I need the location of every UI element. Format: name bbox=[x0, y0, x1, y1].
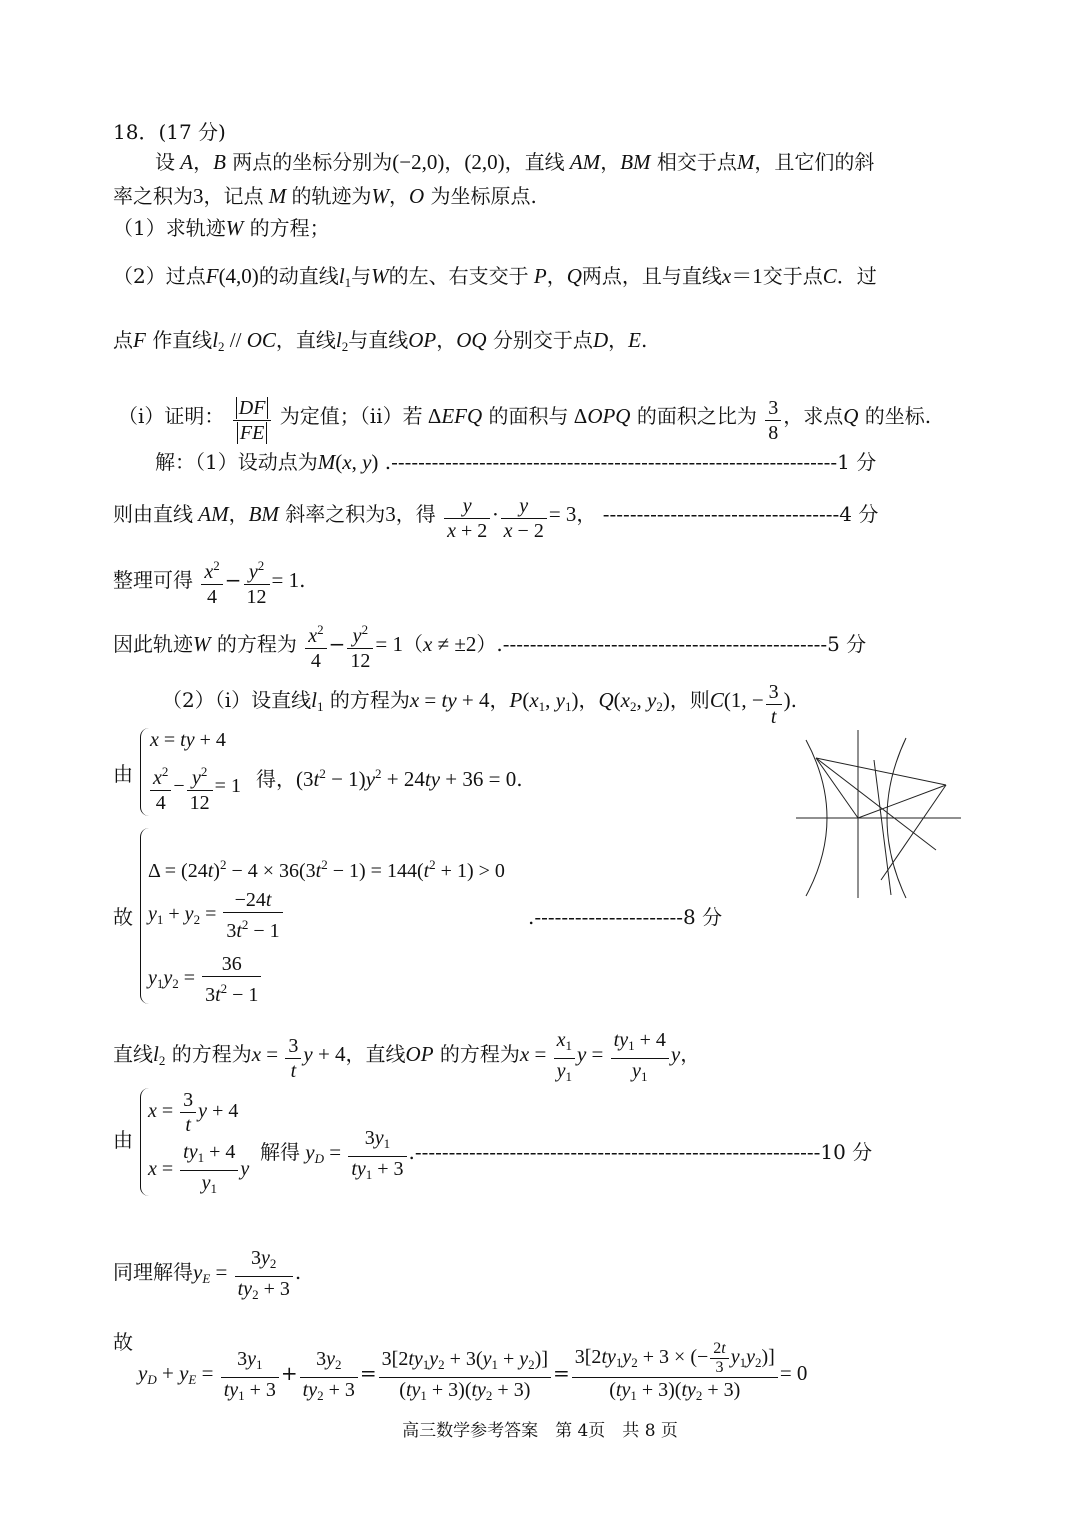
solution-step-7-dash: .----------------------8 分 bbox=[528, 905, 723, 929]
solution-step-8: 直线$l_2$ 的方程为x = $\frac{3}{t}$ y + 4，直线OP 的方程为x = $\frac{x_1}{y_1}$ y = $\frac{ty_1 + 4}{y_1}$ y， bbox=[113, 1029, 701, 1084]
line-l1 bbox=[816, 758, 936, 850]
question-1: （1）求轨迹W 的方程； bbox=[113, 216, 330, 240]
system-1-eq2: $\frac{x^2}{4}$ − $\frac{y^2}{12}$ = 1 bbox=[148, 760, 241, 815]
solution-step-11-label: 故 bbox=[113, 1330, 133, 1354]
solution-step-1: 解：（1）设动点为M(x, y) .------------------------------------------------------------------1 分 bbox=[155, 450, 877, 474]
system-1-result: 得，$(3t^2 - 1)y^2 + 24ty + 36 = 0$. bbox=[256, 766, 523, 791]
solution-step-3: 整理可得 $\frac{x^2}{4}$ − $\frac{y^2}{12}$ = 1. bbox=[113, 554, 305, 609]
problem-stem-line1: 设 A，B 两点的坐标分别为(−2,0)，(2,0)，直线 AM，BM 相交于点M，且它们的斜 bbox=[155, 150, 875, 174]
problem-number: 18．(17 分) bbox=[113, 120, 226, 144]
solution-step-4: 因此轨迹W 的方程为 $\frac{x^2}{4}$ − $\frac{y^2}{12}$ = 1（x ≠ ±2）.------------------------------------------------5 分 bbox=[113, 618, 866, 673]
solution-step-9: 解得 $y_D$ = $\frac{3y_1}{ty_1 + 3}$ .------------------------------------------------------------10 分 bbox=[260, 1127, 873, 1182]
hyperbola-diagram bbox=[796, 730, 966, 900]
system-2-label: 故 bbox=[113, 905, 133, 929]
solution-step-5: （2）（i）设直线$l_1$ 的方程为x = ty + 4，$P(x_1$, $y_1$)，$Q(x_2$, $y_2$)，则C(1, − $\frac{3}{t}$ ). bbox=[162, 681, 798, 728]
question-2-line2: 点F 作直线$l_2$ // OC，直线$l_2$与直线OP，OQ 分别交于点D，E. bbox=[113, 328, 648, 354]
solution-step-11: $y_D + y_E$ = $\frac{3y_1}{ty_1 + 3}$ + $\frac{3y_2}{ty_2 + 3}$ = $\frac{3[2ty_1y_2 + 3(y_1 + y_2)]}{(ty_1 + 3)(ty_2 + 3)}$ = $3[2ty_1y_2 + 3$ × (− $\frac{2t}{3}$ $y_1y_2$)] $(ty_1 + 3)(ty_2 + 3)$ = 0 bbox=[138, 1340, 808, 1403]
line-x1 bbox=[874, 760, 891, 895]
line-op bbox=[816, 758, 858, 818]
solution-step-10: 同理解得$y_E$ = $\frac{3y_2}{ty_2 + 3}$ . bbox=[113, 1247, 302, 1302]
system-2-eq1: $\Delta = (24t)^2 - 4 \times 36(3t^2 - 1) = 144(t^2 + 1) > 0$ bbox=[148, 857, 505, 882]
line-pq bbox=[816, 758, 946, 785]
line-l2 bbox=[881, 785, 946, 880]
question-2-line1: （2）过点F(4,0)的动直线$l_1$与W的左、右支交于 P，Q两点，且与直线x＝1交于点C．过 bbox=[113, 264, 877, 290]
page-footer: 高三数学参考答案 第 4页 共 8 页 bbox=[402, 1421, 678, 1441]
system-2-eq3: $y_1y_2$ = $\frac{36}{3t^2 - 1}$ bbox=[148, 952, 263, 1007]
system-2-eq2: $y_1 + y_2$ = $\frac{-24t}{3t^2 - 1}$ bbox=[148, 888, 285, 943]
question-2-sub: （i）证明： $\frac{DF}{FE}$ 为定值；（ii）若 ΔEFQ 的面积与 ΔOPQ 的面积之比为 $\frac{3}{8}$ ，求点Q 的坐标. bbox=[118, 397, 932, 444]
line-oq bbox=[858, 785, 946, 818]
system-3-label: 由 bbox=[113, 1128, 133, 1152]
system-3-eq2: x = $\frac{ty_1 + 4}{y_1}$ y bbox=[148, 1141, 250, 1196]
problem-stem-line2: 率之积为3，记点 M 的轨迹为W，O 为坐标原点. bbox=[113, 184, 537, 208]
system-1-label: 由 bbox=[113, 762, 133, 786]
solution-step-2: 则由直线 AM，BM 斜率之积为3，得 $\frac{y}{x + 2}$ · $\frac{y}{x - 2}$ = 3， -----------------------------------4 分 bbox=[113, 495, 879, 542]
system-3-eq1: x = $\frac{3}{t}$ y + 4 bbox=[148, 1089, 239, 1136]
system-1-eq1: x = ty + 4 bbox=[150, 729, 226, 751]
